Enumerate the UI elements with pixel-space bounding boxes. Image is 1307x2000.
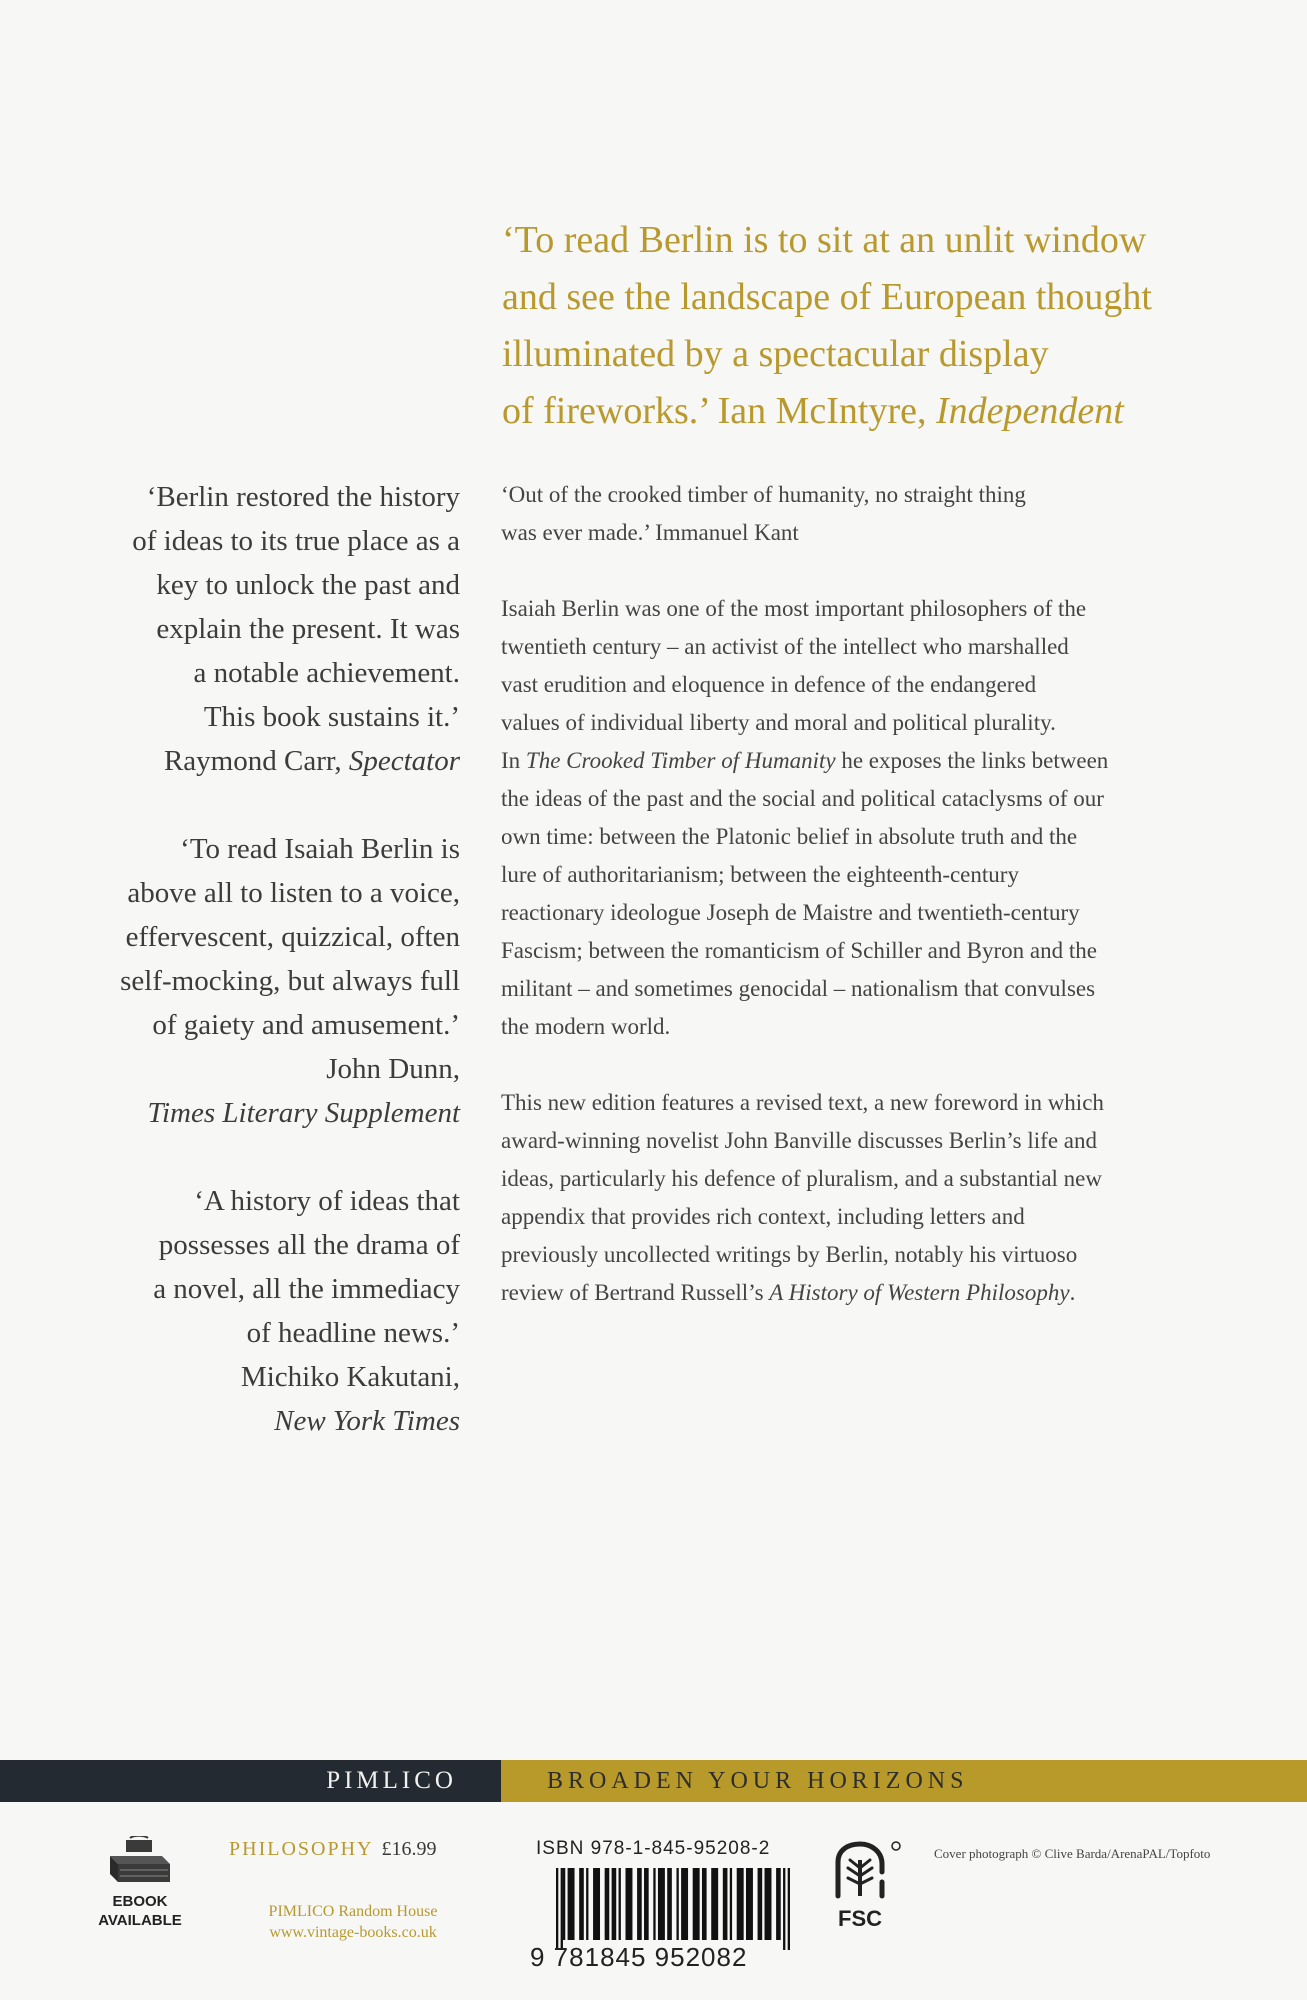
blurb-line: the modern world.: [501, 1014, 671, 1039]
barcode-bar: [723, 1868, 728, 1940]
barcode-bar: [637, 1868, 642, 1940]
review-attribution: Raymond Carr, Spectator: [163, 745, 460, 777]
review-line: of ideas to its true place as a: [132, 525, 460, 557]
review-line: ‘A history of ideas that: [194, 1185, 460, 1217]
barcode-bar: [702, 1868, 707, 1940]
barcode-bar: [758, 1868, 763, 1940]
review-line: of gaiety and amusement.’: [152, 1009, 460, 1041]
review-line: This book sustains it.’: [203, 701, 460, 733]
barcode-bar: [593, 1868, 600, 1940]
tagline-band: BROADEN YOUR HORIZONS: [501, 1760, 1307, 1802]
barcode-bar: [693, 1868, 700, 1940]
review-line: above all to listen to a voice,: [127, 877, 460, 909]
blurb-line: vast erudition and eloquence in defence of the endangered: [501, 672, 1037, 697]
barcode-bar: [644, 1868, 649, 1940]
barcode-bar: [776, 1868, 781, 1940]
barcode-bar: [586, 1868, 588, 1940]
review-author: John Dunn,: [326, 1053, 460, 1085]
publisher-band: PIMLICO: [0, 1760, 501, 1802]
cover-credit: Cover photograph © Clive Barda/ArenaPAL/Topfoto: [934, 1846, 1211, 1861]
review-line: effervescent, quizzical, often: [125, 921, 460, 953]
blurb-line: In The Crooked Timber of Humanity he exposes the links between: [501, 748, 1109, 773]
barcode-bar: [568, 1868, 575, 1940]
review-source: Times Literary Supplement: [147, 1097, 460, 1129]
epigraph-line: was ever made.’ Immanuel Kant: [501, 520, 799, 545]
review-line: a novel, all the immediacy: [153, 1273, 460, 1305]
review-line: a notable achievement.: [193, 657, 460, 689]
blurb-line: award-winning novelist John Banville discusses Berlin’s life and: [501, 1128, 1097, 1153]
barcode-bar: [612, 1868, 617, 1940]
hero-quote-attribution: of fireworks.’ Ian McIntyre,: [502, 390, 927, 432]
review-author: Michiko Kakutani,: [240, 1361, 460, 1393]
review-line: ‘To read Isaiah Berlin is: [180, 833, 460, 865]
barcode-bar: [783, 1868, 785, 1950]
barcode-bar: [579, 1868, 584, 1940]
blurb-line: Fascism; between the romanticism of Schiller and Byron and the: [501, 938, 1097, 963]
category-label: PHILOSOPHY: [229, 1838, 374, 1860]
hero-quote-line: illuminated by a spectacular display: [502, 333, 1049, 375]
blurb-line: values of individual liberty and moral and political plurality.: [501, 710, 1056, 735]
epigraph-line: ‘Out of the crooked timber of humanity, no straight thing: [501, 482, 1026, 507]
fsc-tree-icon: [824, 1838, 904, 1932]
blurb-line: militant – and sometimes genocidal – nationalism that convulses: [501, 976, 1096, 1001]
review-quotes: [60, 475, 460, 1443]
blurb-line: own time: between the Platonic belief in absolute truth and the: [501, 824, 1078, 849]
barcode-bar: [746, 1868, 753, 1940]
barcode-bar: [619, 1868, 621, 1940]
barcode-bar: [561, 1868, 563, 1950]
blurb: [501, 476, 1201, 1312]
blurb-line: ideas, particularly his defence of pluralism, and a substantial new: [501, 1166, 1102, 1191]
publisher-info: PIMLICO Random House www.vintage-books.co.uk: [268, 1903, 438, 1941]
barcode-bar: [563, 1868, 565, 1940]
barcode-bar: [653, 1868, 655, 1940]
blurb-line: This new edition features a revised text, a new foreword in which: [501, 1090, 1104, 1115]
barcode-bar: [667, 1868, 672, 1940]
barcode-bar: [730, 1868, 732, 1940]
barcode-bar: [788, 1868, 790, 1950]
isbn-label: ISBN 978-1-845-95208-2: [536, 1838, 771, 1859]
ebook-available-label: EBOOK AVAILABLE: [98, 1893, 182, 1929]
blurb-line: previously uncollected writings by Berlin, notably his virtuoso: [501, 1242, 1078, 1267]
barcode-bar: [676, 1868, 678, 1940]
blurb-line: the ideas of the past and the social and political cataclysms of our: [501, 786, 1104, 811]
book-stack-icon: [104, 1836, 176, 1888]
hero-quote-line: and see the landscape of European thought: [502, 276, 1152, 318]
barcode-bar: [765, 1868, 772, 1940]
review-line: ‘Berlin restored the history: [146, 481, 460, 513]
barcode-bar: [711, 1868, 718, 1940]
review-line: possesses all the drama of: [158, 1229, 460, 1261]
category-price: [229, 1838, 459, 1861]
blurb-line: twentieth century – an activist of the intellect who marshalled: [501, 634, 1069, 659]
barcode-bar: [658, 1868, 665, 1940]
blurb-line: reactionary ideologue Joseph de Maistre and twentieth-century: [501, 900, 1080, 925]
hero-quote-line: ‘To read Berlin is to sit at an unlit window: [502, 219, 1147, 261]
book-title: The Crooked Timber of Humanity: [525, 748, 836, 773]
hero-quote-source: Independent: [936, 390, 1124, 432]
blurb-line: appendix that provides rich context, including letters and: [501, 1204, 1025, 1229]
barcode-digits: 9 781845 952082: [530, 1942, 748, 1972]
hero-quote: [502, 212, 1242, 440]
barcode-bar: [626, 1868, 633, 1940]
price-label: £16.99: [381, 1838, 437, 1860]
review-line: key to unlock the past and: [156, 569, 460, 601]
review-line: of headline news.’: [246, 1317, 460, 1349]
review-line: self-mocking, but always full: [120, 965, 460, 997]
referenced-book-title: A History of Western Philosophy: [769, 1280, 1070, 1305]
barcode-bar: [737, 1868, 744, 1940]
barcode-bar: [681, 1868, 688, 1940]
blurb-line: lure of authoritarianism; between the eighteenth-century: [501, 862, 1019, 887]
review-line: explain the present. It was: [156, 613, 460, 645]
barcode: [556, 1868, 790, 1950]
fsc-label: FSC: [838, 1906, 882, 1931]
barcode-bar: [605, 1868, 610, 1940]
blurb-line: review of Bertrand Russell’s A History of Western Philosophy.: [501, 1280, 1076, 1305]
blurb-line: Isaiah Berlin was one of the most important philosophers of the: [501, 596, 1087, 621]
hero-quote-line: [502, 383, 1242, 440]
barcode-bar: [556, 1868, 558, 1950]
review-source: New York Times: [274, 1405, 460, 1437]
